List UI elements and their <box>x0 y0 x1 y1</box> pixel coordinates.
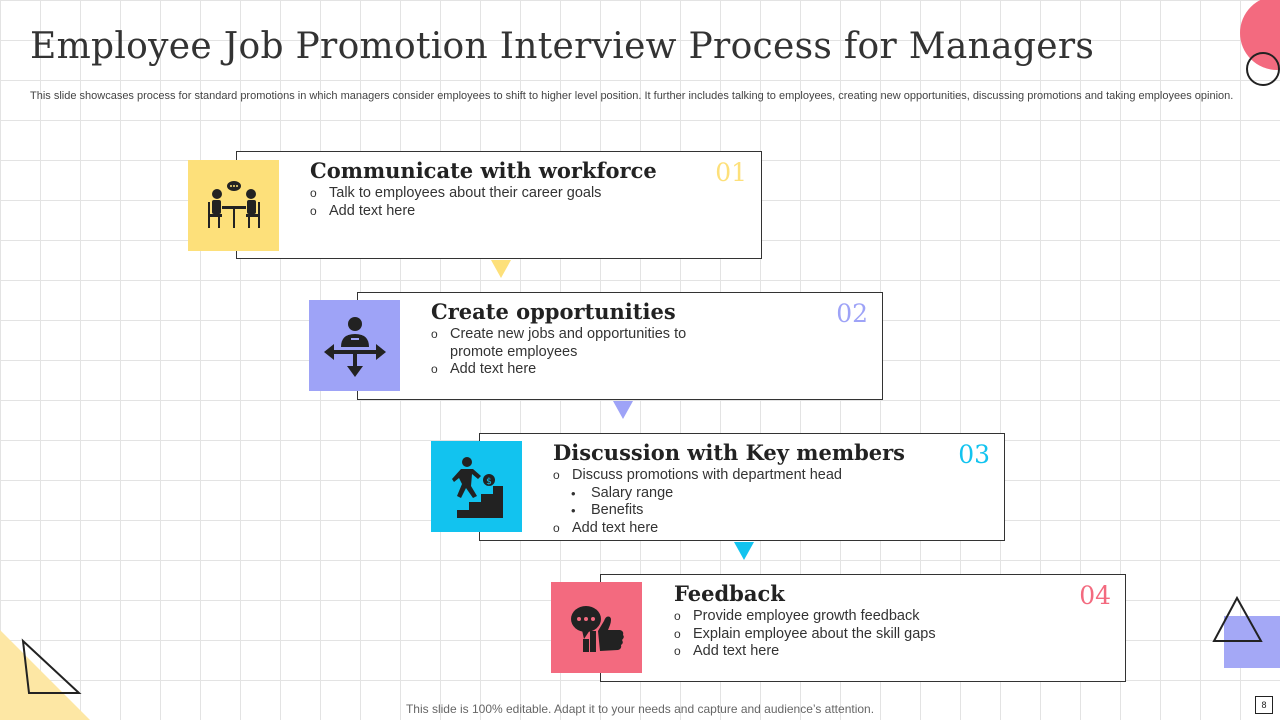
sub-list-item: • Benefits <box>553 502 842 520</box>
page-title: Employee Job Promotion Interview Process for Managers <box>30 26 1095 67</box>
meeting-icon <box>204 180 264 232</box>
list-item: o Add text here <box>431 361 686 379</box>
step-title: Create opportunities <box>431 299 676 324</box>
step-card-3 <box>479 433 1005 541</box>
person-directions-icon <box>324 315 386 377</box>
step-connector-3 <box>734 542 754 560</box>
step-number: 01 <box>715 158 747 187</box>
step-icon-box-1 <box>188 160 279 251</box>
page-number: 8 <box>1255 696 1273 714</box>
footer-note: This slide is 100% editable. Adapt it to your needs and capture and audience’s attention. <box>405 702 875 716</box>
list-item: o Add text here <box>310 203 601 221</box>
list-item: o Talk to employees about their career goals <box>310 185 601 203</box>
step-title: Feedback <box>674 581 785 606</box>
step-number: 03 <box>958 440 990 469</box>
step-connector-1 <box>491 260 511 278</box>
step-card-4 <box>600 574 1126 682</box>
step-connector-2 <box>613 401 633 419</box>
career-stairs-icon <box>451 456 503 518</box>
step-bullet-list <box>553 467 842 537</box>
step-number: 04 <box>1079 581 1111 610</box>
page-subtitle: This slide showcases process for standard promotions in which managers consider employees to shift to higher level position. It further includes talking to employees, creating new opportunities, discussing promotions and taking employees opinion. <box>30 90 1234 102</box>
step-icon-box-2 <box>309 300 400 391</box>
decorative-outline-triangle-left <box>18 636 84 698</box>
list-item: o Create new jobs and opportunities to <box>431 326 686 344</box>
list-item: o Add text here <box>674 643 936 661</box>
list-item: o Explain employee about the skill gaps <box>674 626 936 644</box>
decorative-outline-triangle-right <box>1210 594 1266 646</box>
decorative-outline-circle <box>1246 52 1280 86</box>
step-icon-box-4 <box>551 582 642 673</box>
sub-list-item: • Salary range <box>553 485 842 503</box>
step-title: Discussion with Key members <box>553 440 906 465</box>
list-item: o Discuss promotions with department head <box>553 467 842 485</box>
step-bullet-list <box>310 185 601 220</box>
svg-text:$: $ <box>485 476 492 487</box>
list-item-continuation: promote employees <box>450 343 578 360</box>
step-icon-box-3 <box>431 441 522 532</box>
step-bullet-list <box>431 326 686 379</box>
step-number: 02 <box>836 299 868 328</box>
list-item: o Provide employee growth feedback <box>674 608 936 626</box>
step-card-2 <box>357 292 883 400</box>
step-card-1 <box>236 151 762 259</box>
feedback-thumbs-up-icon <box>568 603 626 653</box>
step-title: Communicate with workforce <box>310 158 657 183</box>
step-bullet-list <box>674 608 936 661</box>
list-item: o Add text here <box>553 520 842 538</box>
